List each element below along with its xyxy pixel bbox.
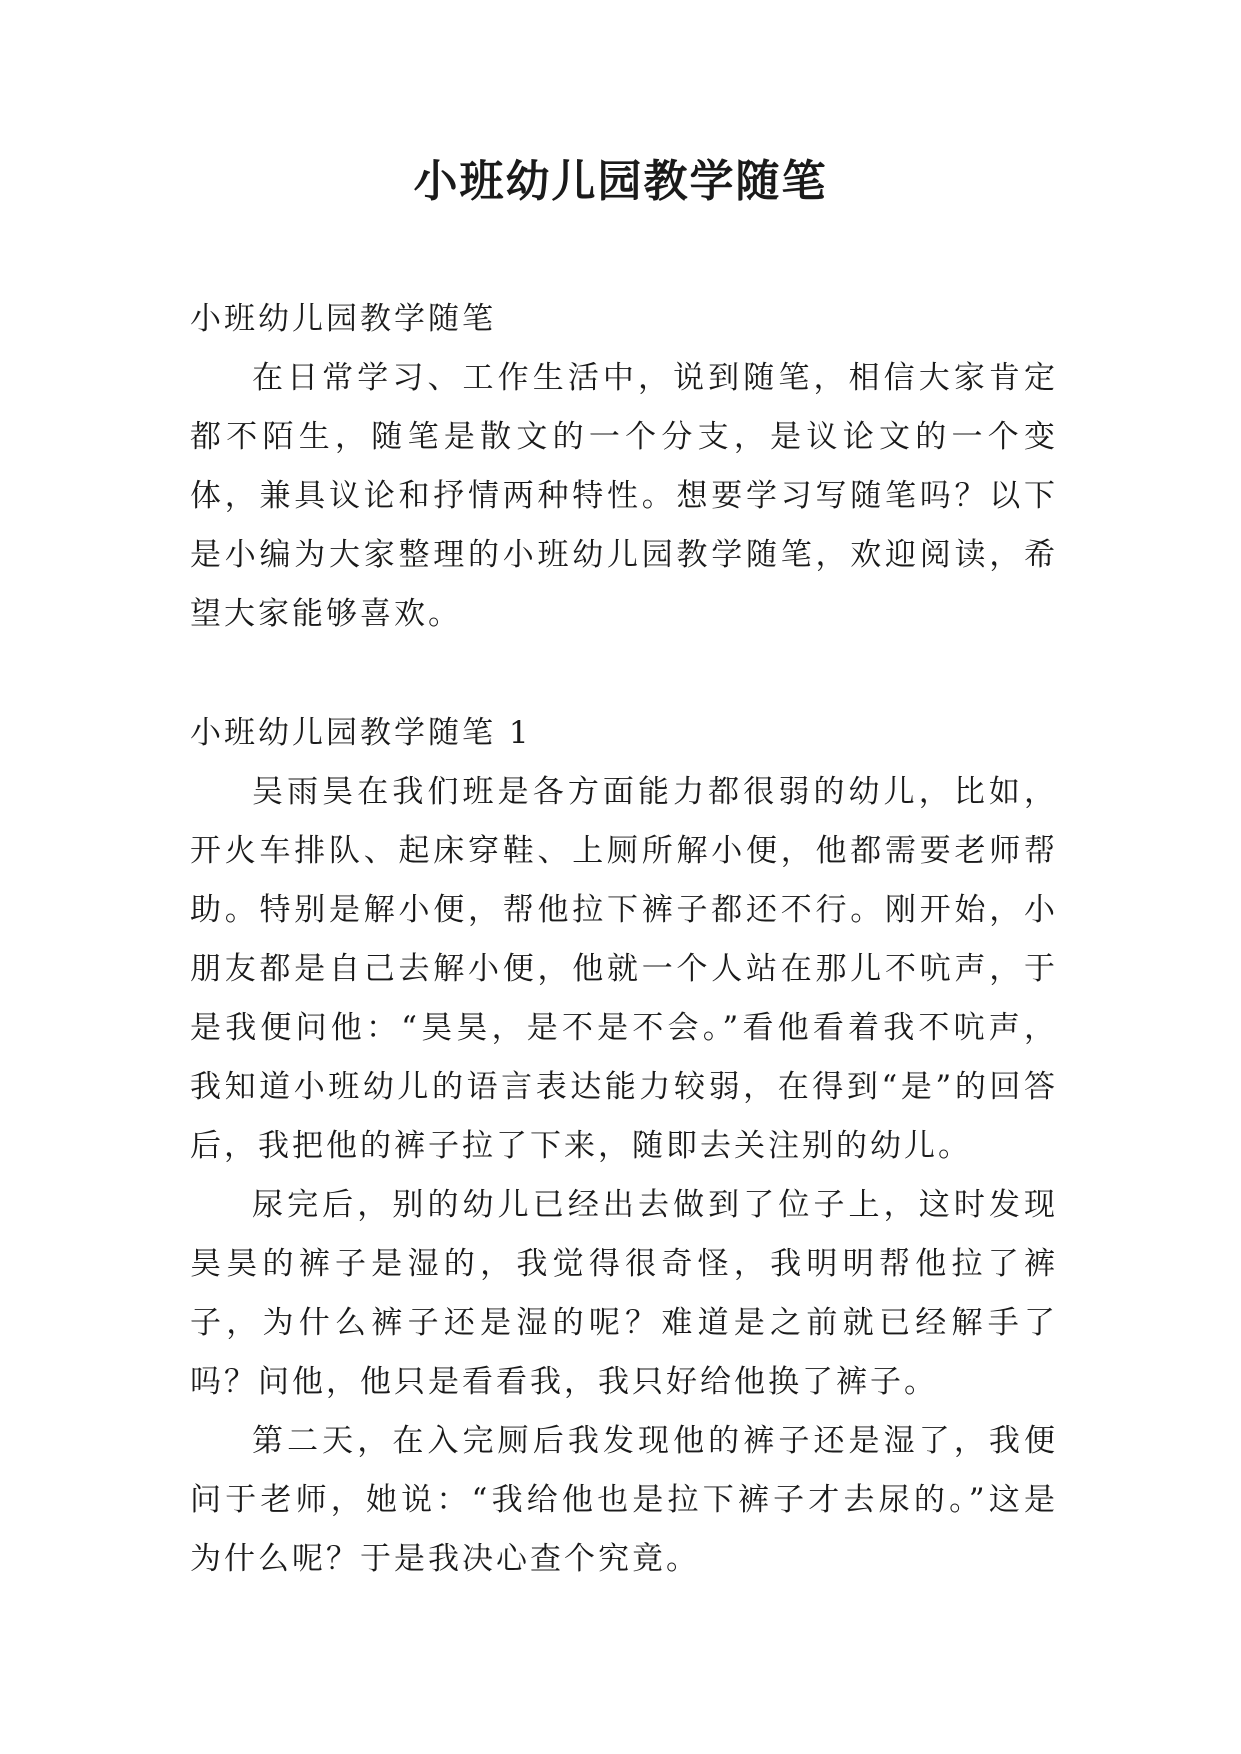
body-paragraph-3: 第二天，在入完厕后我发现他的裤子还是湿了，我便问于老师，她说：“我给他也是拉下裤子才去尿的。”这是为什么呢？于是我决心查个究竟。 <box>190 1423 1058 1577</box>
document-body <box>190 290 1058 1589</box>
section-gap <box>190 644 1058 704</box>
body-paragraph-2: 尿完后，别的幼儿已经出去做到了位子上，这时发现昊昊的裤子是湿的，我觉得很奇怪，我明明帮他拉了裤子，为什么裤子还是湿的呢？难道是之前就已经解手了吗？问他，他只是看看我，我只好给他换了裤子。 <box>190 1187 1058 1400</box>
intro-heading: 小班幼儿园教学随笔 <box>190 301 496 337</box>
intro-paragraph: 在日常学习、工作生活中，说到随笔，相信大家肯定都不陌生，随笔是散文的一个分支，是议论文的一个变体，兼具议论和抒情两种特性。想要学习写随笔吗？以下是小编为大家整理的小班幼儿园教学随笔，欢迎阅读，希望大家能够喜欢。 <box>190 360 1058 632</box>
section-heading: 小班幼儿园教学随笔 1 <box>190 715 532 751</box>
document-title: 小班幼儿园教学随笔 <box>413 156 828 207</box>
body-paragraph-1: 吴雨昊在我们班是各方面能力都很弱的幼儿，比如，开火车排队、起床穿鞋、上厕所解小便，他都需要老师帮助。特别是解小便，帮他拉下裤子都还不行。刚开始，小朋友都是自己去解小便，他就一个人站在那儿不吭声，于是我便问他：“昊昊，是不是不会。”看他看着我不吭声，我知道小班幼儿的语言表达能力较弱，在得到“是”的回答后，我把他的裤子拉了下来，随即去关注别的幼儿。 <box>190 774 1058 1164</box>
